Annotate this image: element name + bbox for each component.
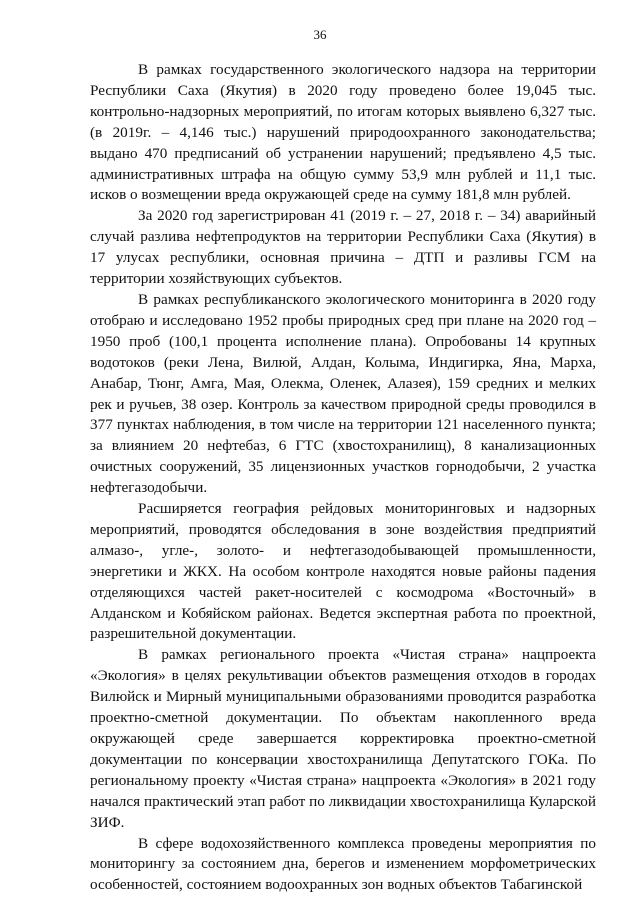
paragraph-water-management: В сфере водохозяйственного комплекса проведены мероприятия по мониторингу за состоянием дна, берегов и изменением морфометрических особенностей, состоянием водоохранных зон водных объектов Табагинской <box>90 834 596 894</box>
paragraph-oil-spills: За 2020 год зарегистрирован 41 (2019 г. – 27, 2018 г. – 34) аварийный случай разлива нефтепродуктов на территории Республики Саха (Якутия) в 17 улусах республики, основная причина – ДТП и разливы ГСМ на территории хозяйствующих субъектов. <box>90 207 596 288</box>
page-number: 36 <box>313 27 327 42</box>
paragraph-environmental-supervision: В рамках государственного экологического надзора на территории Республики Саха (Якутия) в 2020 году проведено более 19,045 тыс. контрольно-надзорных мероприятий, по итогам которых выявлено 6,327 тыс. (в 2019г. – 4,146 тыс.) нарушений природоохранного законодательства; выдано 470 предписаний об устранении нарушений; предъявлено 4,5 тыс. административных штрафа на общую сумму 53,9 млн рублей и 11,1 тыс. исков о возмещении вреда окружающей среде на сумму 181,8 млн рублей. <box>90 61 596 204</box>
body-text <box>90 60 596 896</box>
paragraph-environmental-monitoring: В рамках республиканского экологического мониторинга в 2020 году отобраю и исследовано 1952 пробы природных сред при плане на 2020 год – 1950 проб (100,1 процента исполнение плана). Опробованы 14 крупных водотоков (реки Лена, Вилюй, Алдан, Колыма, Индигирка, Яна, Марха, Анабар, Тюнг, Амга, Мая, Олекма, Оленек, Алазея), 159 средних и мелких рек и ручьев, 38 озер. Контроль за качеством природной среды проводился в 377 пунктах наблюдения, в том числе на территории 121 населенного пункта; за влиянием 20 нефтебаз, 6 ГТС (хвостохранилищ), 8 канализационных очистных сооружений, 35 лицензионных участков горнодобычи, 2 участка нефтегазодобычи. <box>90 290 596 497</box>
paragraph-raid-inspections: Расширяется география рейдовых мониторинговых и надзорных мероприятий, проводятся обследования в зоне воздействия предприятий алмазо-, угле-, золото- и нефтегазодобывающей промышленности, энергетики и ЖКХ. На особом контроле находятся новые районы падения отделяющихся частей ракет-носителей с космодрома «Восточный» в Алданском и Кобяйском районах. Ведется экспертная работа по проектной, разрешительной документации. <box>90 500 596 643</box>
paragraph-clean-country-project: В рамках регионального проекта «Чистая страна» нацпроекта «Экология» в целях рекультивации объектов размещения отходов в городах Вилюйск и Мирный муниципальными образованиями проводится разработка проектно-сметной документации. По объектам накопленного вреда окружающей среде завершается корректировка проектно-сметной документации по консервации хвостохранилища Депутатского ГОКа. По региональному проекту «Чистая страна» нацпроекта «Экология» в 2021 году начался практический этап работ по ликвидации хвостохранилища Куларской ЗИФ. <box>90 646 596 831</box>
